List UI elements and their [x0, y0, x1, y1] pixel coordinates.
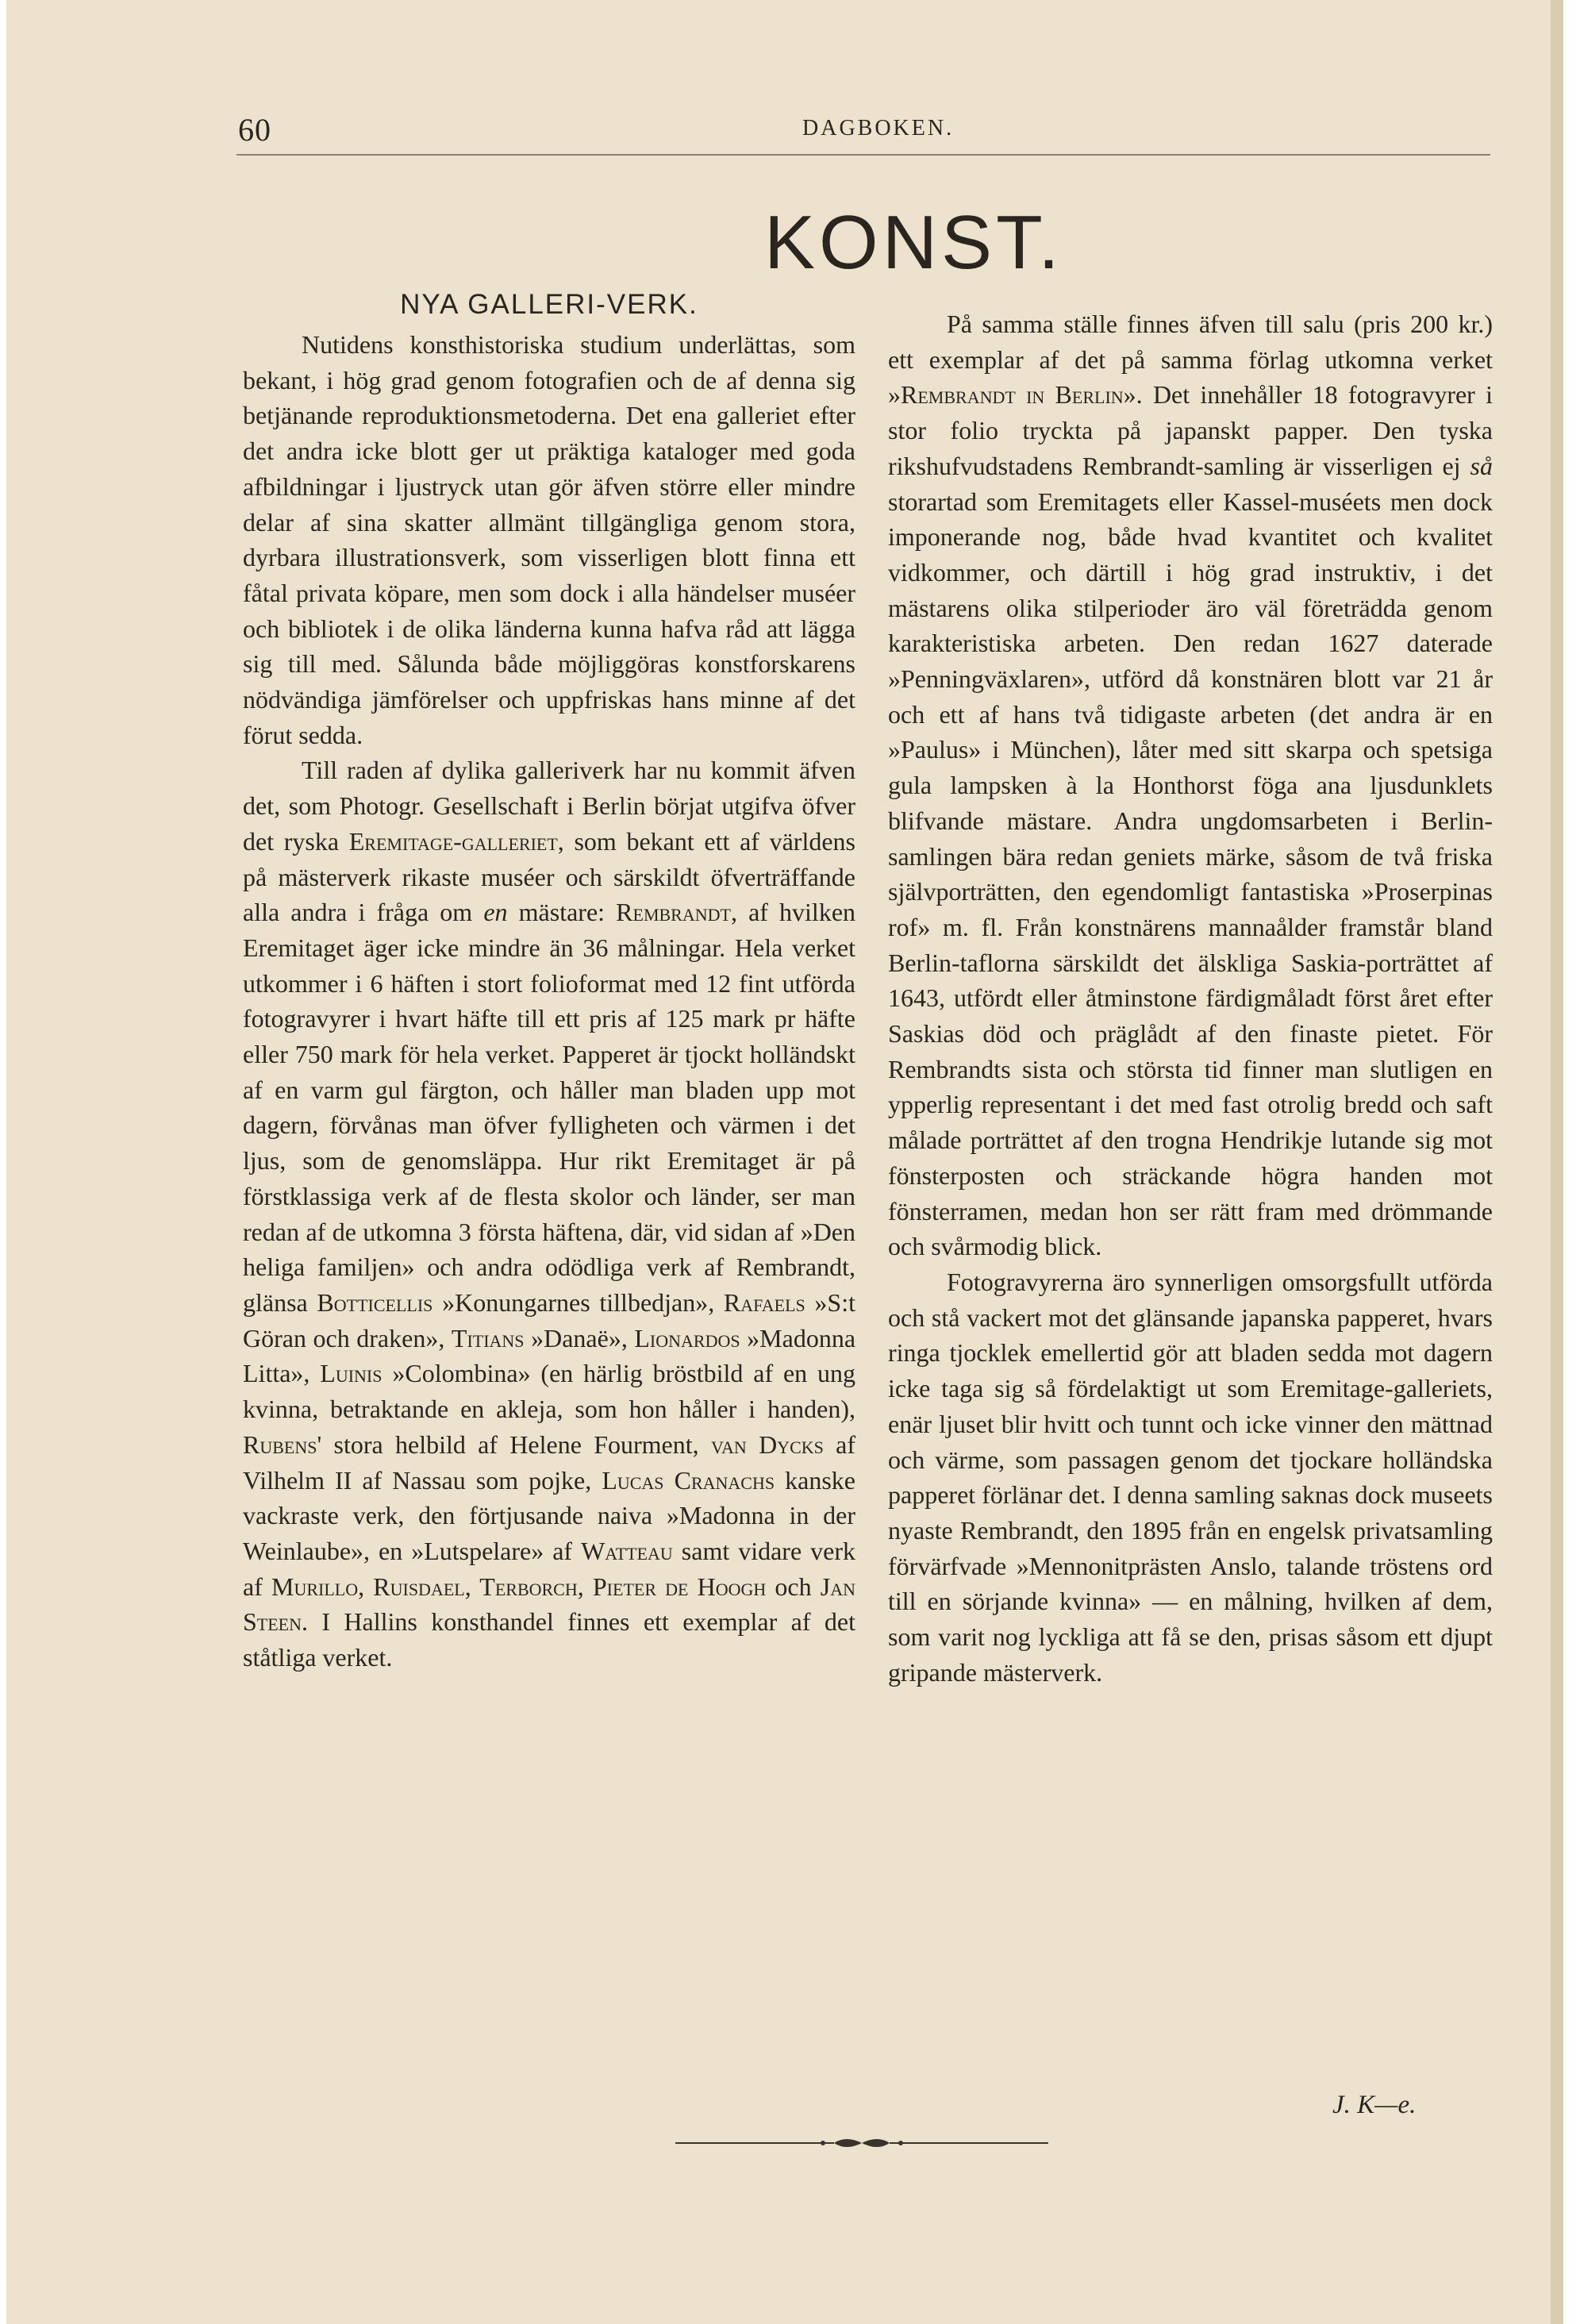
text-run: ». Det innehåller 18 fotogravyrer i stor folio tryckta på japanskt papper. Den tyska rikshufvudstadens Rembrandt-samling är visserligen ej	[888, 380, 1493, 480]
left-paragraph-1: Nutidens konsthistoriska studium underlättas, som bekant, i hög grad genom fotografien och de af denna sig betjänande reproduktionsmetoderna. Det ena galleriet efter det andra icke blott ger ut präktiga kataloger med goda afbildningar i ljustryck utan gör äfven större eller mindre delar af sina skatter allmänt tillgängliga genom stora, dyrbara illustrationsverk, som visserligen blott finna ett fåtal privata köpare, men som dock i alla händelser muséer och bibliotek i de olika länderna kunna hafva råd att lägga sig till med. Sålunda både möjliggöras konstforskarens nödvändiga jämförelser och uppfriskas hans minne af det förut sedda.	[243, 330, 855, 749]
title-rembrandt-in-berlin: Rembrandt in Berlin	[901, 380, 1124, 410]
author-signature: J. K—e.	[1332, 2091, 1417, 2119]
name-leonardo: Lionardos	[634, 1323, 740, 1352]
text-run: , som bekant ett af världens på mästerverk rikaste muséer och särskildt öfverträffande alla andra i fråga om	[243, 826, 856, 927]
text-run: På samma ställe finnes äfven till salu (pris 200 kr.) ett exemplar af det på samma förlag utkomna verket »	[888, 310, 1493, 410]
end-ornament-icon	[675, 2135, 1048, 2151]
text-run: stora helbild af Helene Fourment,	[321, 1429, 711, 1459]
text-run: kanske vackraste verk, den förtjusande naiva »Madonna in der Weinlaube», en »Lutspelare» af	[243, 1465, 855, 1565]
left-column	[243, 287, 855, 1676]
text-run: , af hvilken Eremitaget äger icke mindre än 36 målningar. Hela verket utkommer i 6 häften i stort folioformat med 12 fint utförda fotogravyrer i hvart häfte till ett pris af 125 mark pr häfte eller 750 mark för hela verket. Papperet är tjockt holländskt af en varm gul färgton, och håller man bladen upp mot dagern, förvånas man öfver fylligheten och värmen i det ljus, som de genomsläppa. Hur rikt Eremitaget är på förstklassiga verk af de flesta skolor och länder, ser man redan af de utkomna 3 första häftena, där, vid sidan af »Den heliga familjen» och andra odödliga verk af Rembrandt, glänsa	[243, 898, 856, 1317]
page-number: 60	[238, 112, 271, 148]
text-run: storartad som Eremitagets eller Kassel-muséets men dock imponerande nog, både hvad kvantitet och kvalitet vidkommer, och därtill i hög grad instruktiv, i det mästarens olika stilperioder äro väl företrädda genom karakteristiska arbeten. Den redan 1627 daterade »Penningväxlaren», utförd då konstnären blott var 21 år och ett af hans två tidigaste arbeten (det andra är en »Paulus» i München), låter med sitt skarpa och spetsiga gula lampsken à la Honthorst föga ana ljusdunklets blifvande mästare. Andra ungdomsarbeten i Berlin-samlingen bära redan geniets märke, såsom de två friska självporträtten, den egendomligt fantastiska »Proserpinas rof» m. fl. Från konstnärens mannaålder framstår bland Berlin-taflorna särskildt det älskliga Saskia-porträttet af 1643, utfördt eller åtminstone färdigmåladt först året efter Saskias död och präglådt af den finaste pietet. För Rembrandts sista och största tid finner man slutligen en ypperlig representant i det med fast otrolig bredd och saft målade porträttet af den trogna Hendrikje lutande sig mot fönsterposten och sträckande högra handen mot fönsterramen, medan hon ser rätt fram med drömmande och svårmodig blick.	[888, 487, 1493, 1261]
article-subtitle: NYA GALLERI-VERK.	[400, 289, 698, 320]
text-run: »Colombina» (en härlig bröstbild af en ung kvinna, betraktande en akleja, som hon håller i handen),	[243, 1359, 856, 1424]
text-run: och	[766, 1572, 821, 1601]
name-vandyck: van Dycks	[710, 1429, 824, 1459]
running-head: DAGBOKEN.	[802, 116, 955, 140]
name-cranach: Lucas Cranachs	[602, 1465, 775, 1495]
name-watteau: Watteau	[581, 1536, 673, 1565]
name-titian: Titians	[451, 1323, 525, 1352]
text-run: af Vilhelm II af Nassau som pojke,	[243, 1429, 856, 1495]
name-eremitage: Eremitage-galleriet	[348, 826, 558, 856]
name-steen: Jan Steen	[243, 1572, 856, 1637]
left-paragraph-2	[243, 752, 855, 1675]
name-rembrandt: Rembrandt	[616, 898, 731, 927]
name-luini: Luinis	[320, 1359, 383, 1388]
right-paragraph-2: Fotogravyrerna äro synnerligen omsorgsfullt utförda och stå vackert mot det glänsande japanska papperet, hvars ringa tjocklek emellertid gör att bladen sedda mot dagern icke taga sig så fördelaktigt ut som Eremitage-galleriets, enär ljuset blir hvitt och tunnt och icke vinner den mättnad och värme, som passagen genom det tjockare holländska papperet förlänar det. I denna samling saknas dock museets nyaste Rembrandt, den 1895 från en engelsk privatsamling förvärfvade »Mennonitprästen Anslo, talande tröstens ord till en sörjande kvinna» — en målning, hvilken af dem, som varit nog lyckliga att få se den, prisas såsom ett djupt gripande mästerverk.	[888, 1267, 1493, 1687]
right-column	[888, 306, 1493, 1690]
page-sheet	[6, 0, 1563, 2324]
text-run: »Danaë»,	[524, 1323, 635, 1352]
text-run: »S:t Göran och draken»,	[243, 1287, 856, 1352]
right-paragraph-1	[888, 306, 1493, 1264]
section-title: KONST.	[764, 200, 1063, 285]
emphasis-en: en	[483, 898, 508, 927]
text-run: mästare:	[507, 898, 617, 927]
name-botticelli: Botticellis	[317, 1287, 433, 1317]
header-rule	[236, 154, 1490, 156]
text-run: . I Hallins konsthandel finnes ett exemplar af det ståtliga verket.	[243, 1607, 855, 1672]
name-rafael: Rafaels	[723, 1287, 805, 1317]
text-run: Till raden af dylika galleriverk har nu kommit äfven det, som Photogr. Gesellschaft i Berlin börjat utgifva öfver det ryska	[243, 756, 855, 856]
text-run: »Madonna Litta»,	[243, 1323, 856, 1388]
name-murillo-group: Murillo, Ruisdael, Terborch, Pieter de Hoogh	[271, 1572, 767, 1601]
emphasis-sa: så	[1470, 451, 1493, 480]
name-rubens: Rubens'	[243, 1429, 322, 1459]
text-run: samt vidare verk af	[243, 1536, 856, 1601]
text-run: »Konungarnes tillbedjan»,	[432, 1287, 724, 1317]
